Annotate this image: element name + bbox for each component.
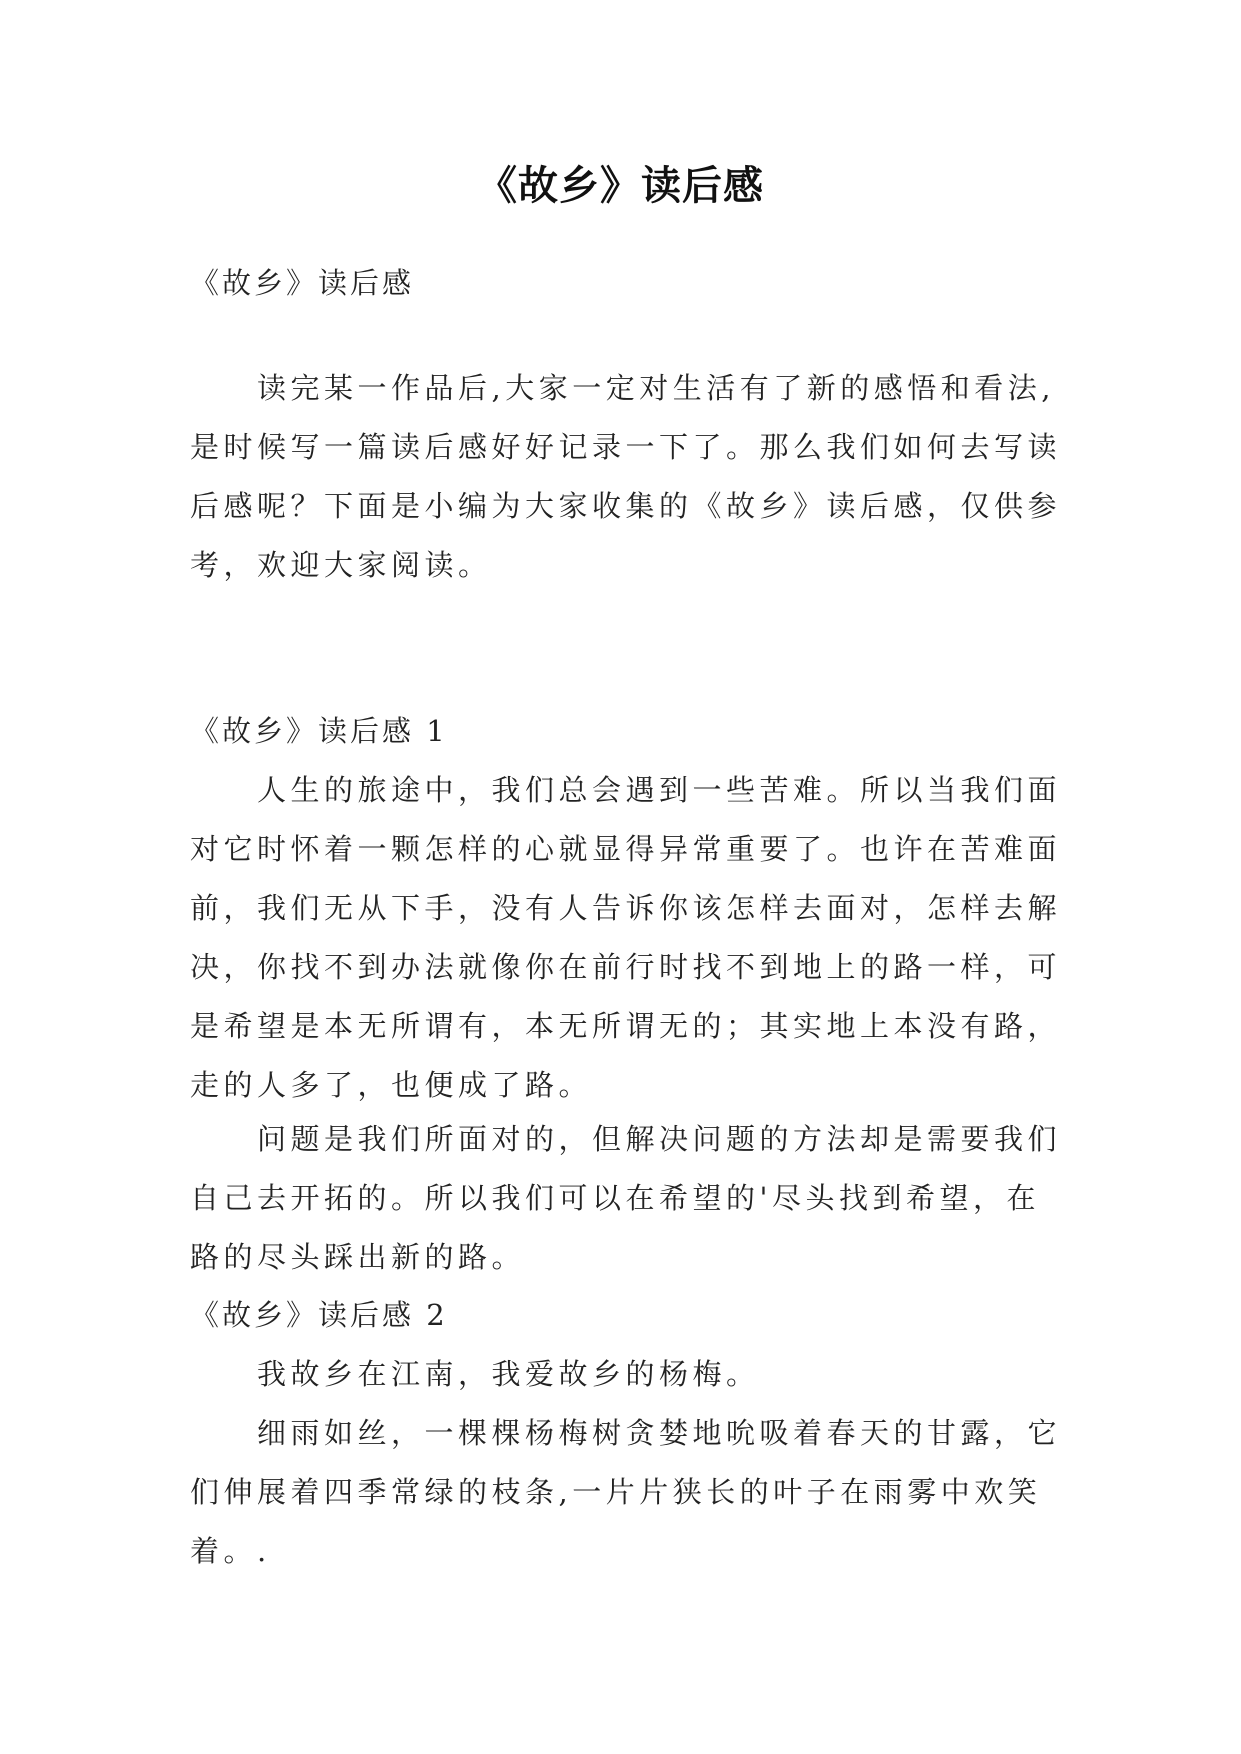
paragraph-line: 人生的旅途中，我们总会遇到一些苦难。所以当我们面 [190, 773, 1062, 807]
paragraph-line: 走的人多了，也便成了路。 [190, 1068, 593, 1102]
paragraph-line: 自己去开拓的。所以我们可以在希望的'尽头找到希望，在 [190, 1181, 1040, 1215]
document-subtitle: 《故乡》读后感 [190, 266, 415, 300]
intro-paragraph [190, 359, 1060, 595]
paragraph-line: 细雨如丝，一棵棵杨梅树贪婪地吮吸着春天的甘露，它 [190, 1416, 1062, 1450]
paragraph-line: 我故乡在江南，我爱故乡的杨梅。 [190, 1357, 760, 1391]
section-2-paragraph-1 [190, 1345, 1060, 1404]
intro-line: 读完某一作品后,大家一定对生活有了新的感悟和看法, [190, 371, 1055, 405]
paragraph-line: 路的尽头踩出新的路。 [190, 1240, 526, 1274]
paragraph-line: 前，我们无从下手，没有人告诉你该怎样去面对，怎样去解 [190, 891, 1062, 925]
paragraph-line: 决，你找不到办法就像你在前行时找不到地上的路一样，可 [190, 950, 1062, 984]
section-1-paragraph-1 [190, 761, 1060, 1115]
paragraph-line: 们伸展着四季常绿的枝条,一片片狭长的叶子在雨雾中欢笑 [190, 1475, 1042, 1509]
intro-line: 考，欢迎大家阅读。 [190, 548, 492, 582]
intro-line: 是时候写一篇读后感好好记录一下了。那么我们如何去写读 [190, 430, 1062, 464]
document-title: 《故乡》读后感 [477, 162, 764, 209]
section-2-heading: 《故乡》读后感 2 [190, 1298, 448, 1332]
section-1-paragraph-2 [190, 1110, 1060, 1287]
section-1-heading: 《故乡》读后感 1 [190, 714, 448, 748]
paragraph-line: 对它时怀着一颗怎样的心就显得异常重要了。也许在苦难面 [190, 832, 1062, 866]
paragraph-line: 是希望是本无所谓有，本无所谓无的；其实地上本没有路， [190, 1009, 1062, 1043]
paragraph-line: 着。. [190, 1534, 271, 1568]
paragraph-line: 问题是我们所面对的，但解决问题的方法却是需要我们 [190, 1122, 1062, 1156]
intro-line: 后感呢？下面是小编为大家收集的《故乡》读后感，仅供参 [190, 489, 1062, 523]
section-2-paragraph-2 [190, 1404, 1060, 1581]
